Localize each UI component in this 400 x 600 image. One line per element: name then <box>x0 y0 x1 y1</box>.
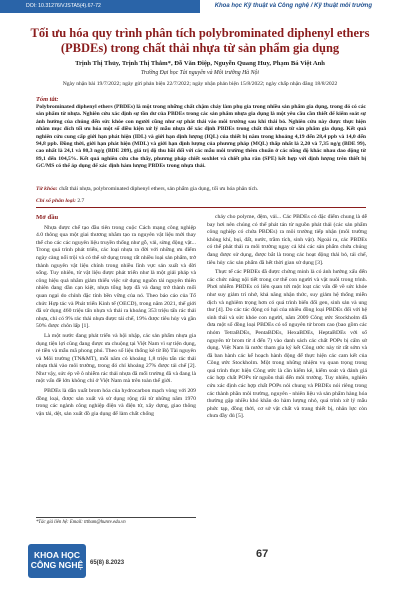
keywords <box>36 186 366 193</box>
classification <box>36 198 84 204</box>
paragraph: Là một nước đang phát triển và hội nhập, các sản phẩm nhựa gia dụng tiện lợi cũng đang được ưa chuộng tại Việt Nam vì sự tiện dụng, rẻ tiền và mẫu mã phong phú. Theo số liệu thống kê từ Bộ Tài nguyên và Môi trường (TN&MT), mỗi năm có khoảng 1,8 triệu tấn rác thải nhựa thải vào môi trường, trong đó chỉ khoảng 27% được tái chế [2]. Như vậy, sức ép về ô nhiễm rác thải nhựa đã mối trường đã và đang là một vấn đề lớn không chỉ ở Việt Nam mà trên toàn thế giới. <box>36 332 196 385</box>
doi-label: DOI: 10.31276/VJSTA5(4).67-72 <box>0 0 200 13</box>
section-title: Mở đầu <box>36 214 59 221</box>
left-column <box>36 214 196 420</box>
classification-value: 2.7 <box>77 198 85 204</box>
logo-line2: CÔNG NGHỆ <box>30 560 84 570</box>
paragraph: Thực tế các PBDEs đã được chứng minh là có ảnh hưởng xấu đến các chức năng nội tiết trong cơ thể con người và vật nuôi trong trình. Phơi nhiễm PBDEs có liên quan tới một loạt các vấn đề về sức khỏe như suy giảm trí nhớ, khả năng nhận thức, suy giảm hệ thống miễn dịch và nghiêm trọng hơn có quá trình biến đổi gen, sinh sản và ung thư [4]. Do các tác động có hại của nhiều đồng loại PBDEs đối với hệ sinh thái và sức khỏe con người, năm 2009 Công ước Stockholm đã đưa một số đồng loại PBDEs có số nguyên tử brom cao (bao gồm các nhóm TetraBDEs, PentaBDEs, HexaBDEs, HeptaBDEs với số nguyên tử brom từ 4 đến 7) vào danh sách các chất POPs bị cấm sử dụng. Việt Nam là nước tham gia ký kết Công ước này từ rất sớm và đã ban hành các kế hoạch hành động để thực hiện các cam kết của Công ước Stockholm. Một trong những nhiệm vụ quan trọng trong quá trình thực hiện Công ước là cần kiểm kê, kiểm soát và đánh giá các hợp chất POPs từ nguồn thải đến môi trường. Tuy nhiên, nghiên cứu xác định các hợp chất POPs nói chung và PBDEs nói riêng trong các thành phần môi trường, nguyên - nhiên liệu và sản phẩm hàng hóa thường gặp nhiều khó khăn do hàm lượng nhỏ, quá trình xử lý mẫu phức tạp, đồng thời, cơ sở vật chất và trang thiết bị, nhân lực còn chưa đầy đủ [5]. <box>207 269 367 420</box>
abstract-text: Polybrominated diphenyl ethers (PBDEs) là một trong những chất chậm cháy làm phụ gia trong nhiều sản phẩm gia dụng, trong đó có các sản phẩm từ nhựa. Nghiên cứu xác định sự tồn dư của PBDEs trong các sản phẩm nhựa gia dụng là một yêu cầu cần thiết để kiểm soát sự ảnh hưởng của chúng đến sức khỏe con người cũng như sự phát thải vào môi trường sau khi thải bỏ. Nghiên cứu này được thực hiện nhằm mục đích tối ưu hóa một số điều kiện xử lý mẫu nhựa để xác định PBDEs trong chất thải nhựa từ sản phẩm gia dụng. Kết quả nghiên cứu cung cấp giới hạn phát hiện (IDL) và giới hạn định lượng (IQL) của thiết bị nằm trong khoảng 4,19 đến 28,4 ppb và 14,0 đến 94,8 ppb. Đồng thời, giới hạn phát hiện (MDL) và giới hạn định lượng của phương pháp (MQL) thấp nhất là 2,20 và 7,35 ng/g (BDE 99), cao nhất là 24,1 và 80,3 ng/g (BDE 209), giá trị độ thu hồi đối với các mẫu môi trường thêm chuẩn ở các nồng độ khác nhau dao động từ 89,1 đến 104,5%. Kết quả nghiên cứu cho thấy, phương pháp chiết soxhlet và chiết pha rắn (SPE) kết hợp với định lượng trên thiết bị GC/MS có thể áp dụng để xác định hàm lượng PBDEs trong nhựa thải. <box>36 104 366 170</box>
classification-label: Chỉ số phân loại: <box>36 198 76 204</box>
logo-line1: KHOA HỌC <box>34 550 80 560</box>
keywords-label: Từ khóa: <box>36 186 58 192</box>
article-dates: Ngày nhận bài 19/7/2022; ngày gửi phản biện 22/7/2022; ngày nhận phản biện 15/8/2022; ngày chấp nhận đăng 18/8/2022 <box>62 81 338 87</box>
paragraph: PBDEs là dẫn xuất brom hóa của hydrocarbon mạch vòng với 209 đồng loại, được sản xuất và sử dụng rộng rãi từ những năm 1970 trong các ngành công nghiệp điện và điện tử, xây dựng, giao thông vận tải, dệt, sản xuất đồ gia dụng để làm chất chống <box>36 388 196 417</box>
footnote: *Tác giả liên hệ: Email: tttham@hunre.edu.vn <box>36 517 196 525</box>
section-divider <box>36 207 366 208</box>
issue-label: 65(8) 8.2023 <box>90 560 125 566</box>
right-column <box>207 214 367 423</box>
paragraph: Nhựa được chế tạo đầu tiên trong cuộc Cách mạng công nghiệp 4.0 thông qua một giai thương nhằm tạo ra nguyên vật liệu mới thay thế cho các các nguyên liệu truyền thống như gỗ, vải, sừng động vật... Trong quá trình phát triển, các loại nhựa ra đời với những ưu điểm ngày càng nổi trội và có thể sử dụng trong rất nhiều loại sản phẩm, trở thành nguyên vật liệu chính trong nhiều lĩnh vực sản xuất và đời sống. Tuy nhiên, từ vật liệu được phát triển như là một giải pháp và công hiệu quả nhằm giảm thiểu việc sử dụng nguồn tài nguyên thiên nhiên đang dần cạn kiệt, nhựa tổng hợp đã và đang trở thành mối quan ngại do chính đặc tính bền vững của nó. Theo báo cáo của Tổ chức Hợp tác và Phát triển Kinh tế (OECD), trong năm 2021, thế giới đã sử dụng 460 triệu tấn nhựa và thải ra khoảng 353 triệu tấn rác thải nhựa, chỉ có 9% rác thải nhựa được tái chế, 19% được tiêu hủy và gần 50% được chôn lấp [1]. <box>36 224 196 330</box>
article-title: Tối ưu hóa quy trình phân tích polybrominated diphenyl ethers (PBDEs) trong chất thải nhựa từ sản phẩm gia dụng <box>30 26 370 55</box>
page-number: 67 <box>256 548 269 560</box>
journal-logo <box>28 544 86 578</box>
paragraph: cháy cho polyme, đệm, vải... Các PBDEs có đặc điểm chung là dễ bay hơi nên chúng có thể phát tán từ nguồn phát thải (các sản phẩm công nghiệp có chứa PBDEs) ra môi trường tiếp nhận (môi trường không khí, bụi, đất, nước, trầm tích, sinh vật). Ngoài ra, các PBDEs có thể phát thải ra môi trường ngay cả khi các sản phẩm chứa chúng đang được sử dụng, được bắt là trong các hoạt động thải bỏ, tái chế, tiêu hủy các sản phẩm đã hết thời gian sử dụng [3]. <box>207 214 367 266</box>
abstract-label: Tóm tắt: <box>36 96 59 103</box>
page-header <box>0 0 400 13</box>
article-affiliation: Trường Đại học Tài nguyên và Môi trường Hà Nội <box>141 70 259 76</box>
keywords-text: chất thải nhựa, polybrominated diphenyl ethers, sản phẩm gia dụng, tối ưu hóa phân tích. <box>58 186 259 192</box>
journal-section-label: Khoa học Kỹ thuật và Công nghệ / Kỹ thuật môi trường <box>214 3 372 9</box>
article-authors: Trịnh Thị Thủy, Trịnh Thị Thắm*, Đỗ Văn Điệp, Nguyễn Quang Huy, Phạm Bá Việt Anh <box>75 60 325 67</box>
page-footer <box>0 538 400 600</box>
